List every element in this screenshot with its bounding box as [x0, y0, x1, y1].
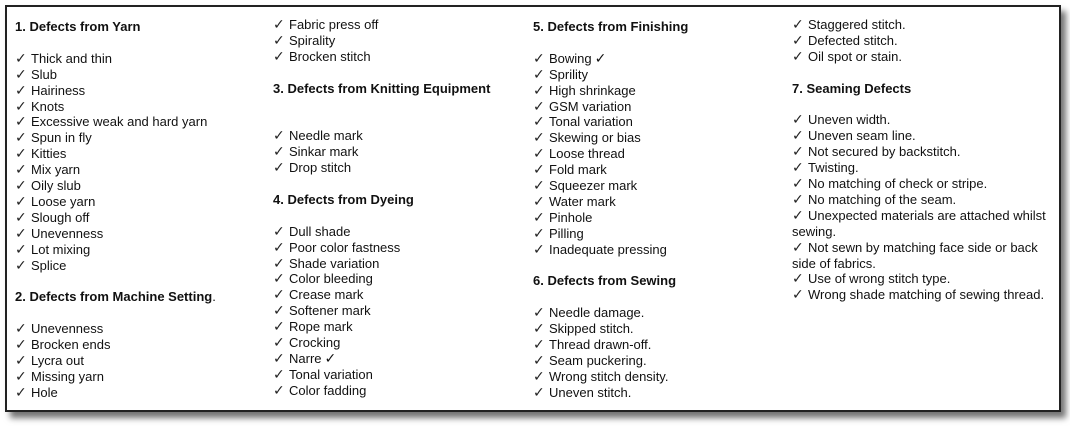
list-item: [792, 287, 1057, 303]
list-item: [15, 162, 255, 178]
list-item-text: Shade variation: [289, 255, 380, 271]
list-item: [15, 337, 255, 353]
list-item: [273, 224, 523, 240]
list-item-text: Hairiness: [31, 82, 86, 98]
list-item: [15, 178, 255, 194]
heading-dyeing: 4. Defects from Dyeing: [273, 191, 414, 207]
list-item: [273, 271, 523, 287]
list-item-text: Fabric press off: [289, 17, 379, 32]
list-item: [792, 240, 1057, 272]
check-icon: ✓: [792, 159, 804, 176]
list-item-text: Crocking: [289, 335, 341, 351]
list-item-text: Pilling: [549, 225, 584, 241]
list-item: [792, 208, 1057, 240]
check-icon: ✓: [15, 65, 27, 82]
check-icon: ✓: [594, 49, 607, 66]
check-icon: ✓: [273, 159, 285, 176]
check-icon: ✓: [533, 351, 545, 368]
list-item-text: Poor color fastness: [289, 239, 401, 255]
list-item: [15, 258, 255, 274]
list-item-text: Uneven seam line.: [808, 128, 916, 144]
check-icon: ✓: [324, 349, 337, 366]
list-item-text: Rope mark: [289, 319, 353, 335]
list-item: [273, 319, 523, 335]
list-item: [273, 303, 523, 319]
check-icon: ✓: [15, 145, 27, 162]
list-item-text: Defected stitch.: [808, 32, 898, 48]
check-icon: ✓: [15, 129, 27, 146]
list-item-text: Dull shade: [289, 223, 351, 239]
list-item-text: Brocken ends: [31, 337, 111, 353]
check-icon: ✓: [792, 175, 804, 192]
check-icon: ✓: [15, 383, 27, 400]
heading-finishing: 5. Defects from Finishing: [533, 19, 689, 34]
check-icon: ✓: [15, 97, 27, 114]
list-item: [15, 67, 255, 83]
list-item-text: Lycra out: [31, 352, 84, 368]
check-icon: ✓: [533, 336, 545, 353]
list-item: [273, 240, 523, 256]
check-icon: ✓: [15, 256, 27, 273]
list-item: [15, 114, 255, 130]
list-item: [273, 383, 523, 399]
list-item: [273, 351, 523, 367]
list-item-text: Use of wrong stitch type.: [808, 271, 951, 287]
list-machine-setting-cont: [273, 17, 523, 65]
list-item-text: Tonal variation: [549, 114, 633, 130]
list-item: [792, 128, 1057, 144]
list-item: [792, 17, 1057, 33]
list-sewing: [533, 305, 783, 400]
list-item-text: Thread drawn-off.: [549, 337, 652, 353]
list-item-text: Loose yarn: [31, 193, 96, 209]
list-item-text: Skipped stitch.: [549, 321, 634, 337]
list-item: [273, 144, 523, 160]
check-icon: ✓: [273, 270, 285, 287]
list-item: [15, 146, 255, 162]
list-item-text: High shrinkage: [549, 82, 636, 98]
list-item-text: Lot mixing: [31, 241, 91, 257]
list-seaming: [792, 112, 1057, 303]
check-icon: ✓: [533, 113, 545, 130]
check-icon: ✓: [273, 365, 285, 382]
check-icon: ✓: [792, 143, 804, 160]
list-item-text: Color fadding: [289, 382, 367, 398]
heading-machine-setting-text: 2. Defects from Machine Setting: [15, 289, 213, 305]
list-item: [792, 176, 1057, 192]
list-item-text: Knots: [31, 98, 65, 114]
list-item: [273, 128, 523, 144]
list-item: [15, 353, 255, 369]
check-icon: ✓: [533, 224, 545, 241]
list-item: [273, 335, 523, 351]
check-icon: ✓: [792, 16, 804, 32]
list-item-text: Needle damage.: [549, 305, 645, 321]
list-item: [533, 99, 783, 115]
check-icon: ✓: [533, 192, 545, 209]
list-item: [533, 194, 783, 210]
list-item-text: Bowing: [549, 50, 592, 66]
list-item: [533, 369, 783, 385]
check-icon: ✓: [792, 206, 804, 223]
list-item: [15, 51, 255, 67]
list-item-text: Softener mark: [289, 303, 371, 319]
list-item-text: Twisting.: [808, 160, 859, 176]
check-icon: ✓: [273, 16, 285, 32]
column-2: [273, 17, 523, 399]
list-item-text: Color bleeding: [289, 271, 373, 287]
list-item: [15, 83, 255, 99]
check-icon: ✓: [273, 254, 285, 271]
list-item-text: Wrong shade matching of sewing thread.: [808, 287, 1045, 303]
list-item-text: Oily slub: [31, 178, 81, 194]
list-item-text: Unexpected materials are attached whilst sewing.: [792, 207, 1046, 239]
check-icon: ✓: [273, 143, 285, 160]
list-item: [533, 114, 783, 130]
heading-seaming: 7. Seaming Defects: [792, 80, 912, 96]
heading-yarn: 1. Defects from Yarn: [15, 19, 141, 34]
list-item: [15, 321, 255, 337]
list-item: [792, 192, 1057, 208]
list-item-text: Loose thread: [549, 146, 625, 162]
check-icon: ✓: [792, 47, 804, 64]
list-item: [15, 226, 255, 242]
list-item-text: Thick and thin: [31, 50, 112, 66]
list-item: [533, 51, 783, 67]
list-item-text: Excessive weak and hard yarn: [31, 114, 208, 130]
check-icon: ✓: [533, 65, 545, 82]
check-icon: ✓: [533, 304, 545, 321]
check-icon: ✓: [273, 302, 285, 319]
list-item-text: Inadequate pressing: [549, 241, 667, 257]
list-item-text: Crease mark: [289, 287, 364, 303]
list-item: [273, 256, 523, 272]
list-item-text: Sprility: [549, 66, 589, 82]
list-item-text: Water mark: [549, 193, 616, 209]
list-item: [15, 130, 255, 146]
list-dyeing: [273, 224, 523, 399]
list-item: [273, 49, 523, 65]
list-item: [533, 353, 783, 369]
check-icon: ✓: [15, 367, 27, 384]
check-icon: ✓: [792, 270, 804, 287]
check-icon: ✓: [15, 336, 27, 353]
list-item-text: Oil spot or stain.: [808, 48, 902, 64]
list-item-text: Hole: [31, 384, 58, 400]
list-item-text: Kitties: [31, 146, 67, 162]
list-item: [533, 305, 783, 321]
check-icon: ✓: [792, 238, 804, 255]
check-icon: ✓: [15, 240, 27, 257]
check-icon: ✓: [273, 334, 285, 351]
list-item: [533, 226, 783, 242]
list-item: [15, 99, 255, 115]
list-item-text: Seam puckering.: [549, 352, 647, 368]
list-item-text: Tonal variation: [289, 366, 373, 382]
check-icon: ✓: [533, 49, 545, 66]
list-item: [273, 287, 523, 303]
check-icon: ✓: [15, 49, 27, 66]
check-icon: ✓: [15, 208, 27, 225]
list-item-text: Spirality: [289, 32, 336, 48]
check-icon: ✓: [533, 177, 545, 194]
check-icon: ✓: [533, 208, 545, 225]
list-item-text: Slub: [31, 66, 58, 82]
check-icon: ✓: [15, 351, 27, 368]
check-icon: ✓: [533, 81, 545, 98]
list-finishing: [533, 51, 783, 258]
list-item-text: Unevenness: [31, 225, 104, 241]
check-icon: ✓: [792, 31, 804, 48]
list-item: [15, 385, 255, 401]
list-item-text: Wrong stitch density.: [549, 368, 669, 384]
check-icon: ✓: [533, 145, 545, 162]
list-item-text: No matching of check or stripe.: [808, 176, 988, 192]
list-item-text: Sinkar mark: [289, 144, 359, 160]
list-item-text: Spun in fly: [31, 130, 92, 146]
check-icon: ✓: [792, 286, 804, 303]
check-icon: ✓: [273, 47, 285, 64]
list-item: [533, 83, 783, 99]
list-knitting-equipment: [273, 128, 523, 176]
list-item-text: Unevenness: [31, 321, 104, 337]
list-item-text: No matching of the seam.: [808, 191, 957, 207]
list-item-text: Uneven width.: [808, 112, 891, 128]
list-item: [533, 210, 783, 226]
check-icon: ✓: [533, 367, 545, 384]
list-item-text: GSM variation: [549, 98, 632, 114]
list-item: [533, 242, 783, 258]
check-icon: ✓: [533, 129, 545, 146]
check-icon: ✓: [273, 286, 285, 303]
check-icon: ✓: [273, 127, 285, 144]
list-item: [15, 242, 255, 258]
check-icon: ✓: [15, 81, 27, 98]
list-item-text: Splice: [31, 257, 67, 273]
check-icon: ✓: [15, 177, 27, 194]
list-item: [533, 321, 783, 337]
list-item: [533, 385, 783, 401]
list-item: [273, 367, 523, 383]
check-icon: ✓: [533, 240, 545, 257]
list-item: [792, 271, 1057, 287]
heading-sewing: 6. Defects from Sewing: [533, 273, 677, 289]
check-icon: ✓: [273, 222, 285, 239]
check-icon: ✓: [273, 349, 285, 366]
heading-machine-setting-period: .: [212, 289, 216, 305]
check-icon: ✓: [533, 161, 545, 178]
list-item-text: Missing yarn: [31, 368, 104, 384]
column-4: [792, 17, 1057, 303]
list-item: [792, 112, 1057, 128]
list-item-text: Uneven stitch.: [549, 384, 632, 400]
heading-machine-setting: [15, 289, 255, 305]
list-item-text: Brocken stitch: [289, 48, 371, 64]
check-icon: ✓: [15, 224, 27, 241]
column-3: [533, 19, 783, 401]
list-item: [15, 194, 255, 210]
list-item: [792, 49, 1057, 65]
check-icon: ✓: [15, 113, 27, 130]
list-item: [273, 33, 523, 49]
check-icon: ✓: [533, 97, 545, 114]
list-yarn: [15, 51, 255, 274]
list-sewing-cont: [792, 17, 1057, 65]
list-item: [792, 160, 1057, 176]
check-icon: ✓: [15, 192, 27, 209]
list-item: [792, 33, 1057, 49]
list-item: [15, 210, 255, 226]
list-item-text: Pinhole: [549, 209, 593, 225]
heading-knitting-equipment: 3. Defects from Knitting Equipment: [273, 80, 491, 96]
list-item-text: Drop stitch: [289, 160, 352, 176]
check-icon: ✓: [792, 190, 804, 207]
list-item: [533, 178, 783, 194]
check-icon: ✓: [533, 320, 545, 337]
list-item: [533, 146, 783, 162]
check-icon: ✓: [792, 111, 804, 128]
list-item-text: Staggered stitch.: [808, 17, 906, 32]
check-icon: ✓: [273, 31, 285, 48]
list-item: [273, 160, 523, 176]
list-item-text: Slough off: [31, 209, 90, 225]
list-item: [533, 337, 783, 353]
column-1: [15, 19, 255, 401]
list-item: [15, 369, 255, 385]
list-item: [533, 67, 783, 83]
check-icon: ✓: [792, 127, 804, 144]
list-item-text: Fold mark: [549, 162, 607, 178]
check-icon: ✓: [273, 238, 285, 255]
check-icon: ✓: [15, 320, 27, 337]
check-icon: ✓: [273, 318, 285, 335]
check-icon: ✓: [533, 383, 545, 400]
list-item-text: Mix yarn: [31, 162, 81, 178]
list-item: [533, 130, 783, 146]
list-item-text: Needle mark: [289, 128, 363, 144]
defects-panel: [5, 5, 1061, 412]
list-item-text: Not secured by backstitch.: [808, 144, 961, 160]
list-machine-setting: [15, 321, 255, 401]
list-item-text: Narre: [289, 350, 322, 366]
list-item-text: Skewing or bias: [549, 130, 641, 146]
list-item-text: Squeezer mark: [549, 178, 638, 194]
check-icon: ✓: [273, 381, 285, 398]
list-item: [273, 17, 523, 33]
list-item-text: Not sewn by matching face side or back side of fabrics.: [792, 239, 1038, 271]
list-item: [533, 162, 783, 178]
check-icon: ✓: [15, 161, 27, 178]
list-item: [792, 144, 1057, 160]
